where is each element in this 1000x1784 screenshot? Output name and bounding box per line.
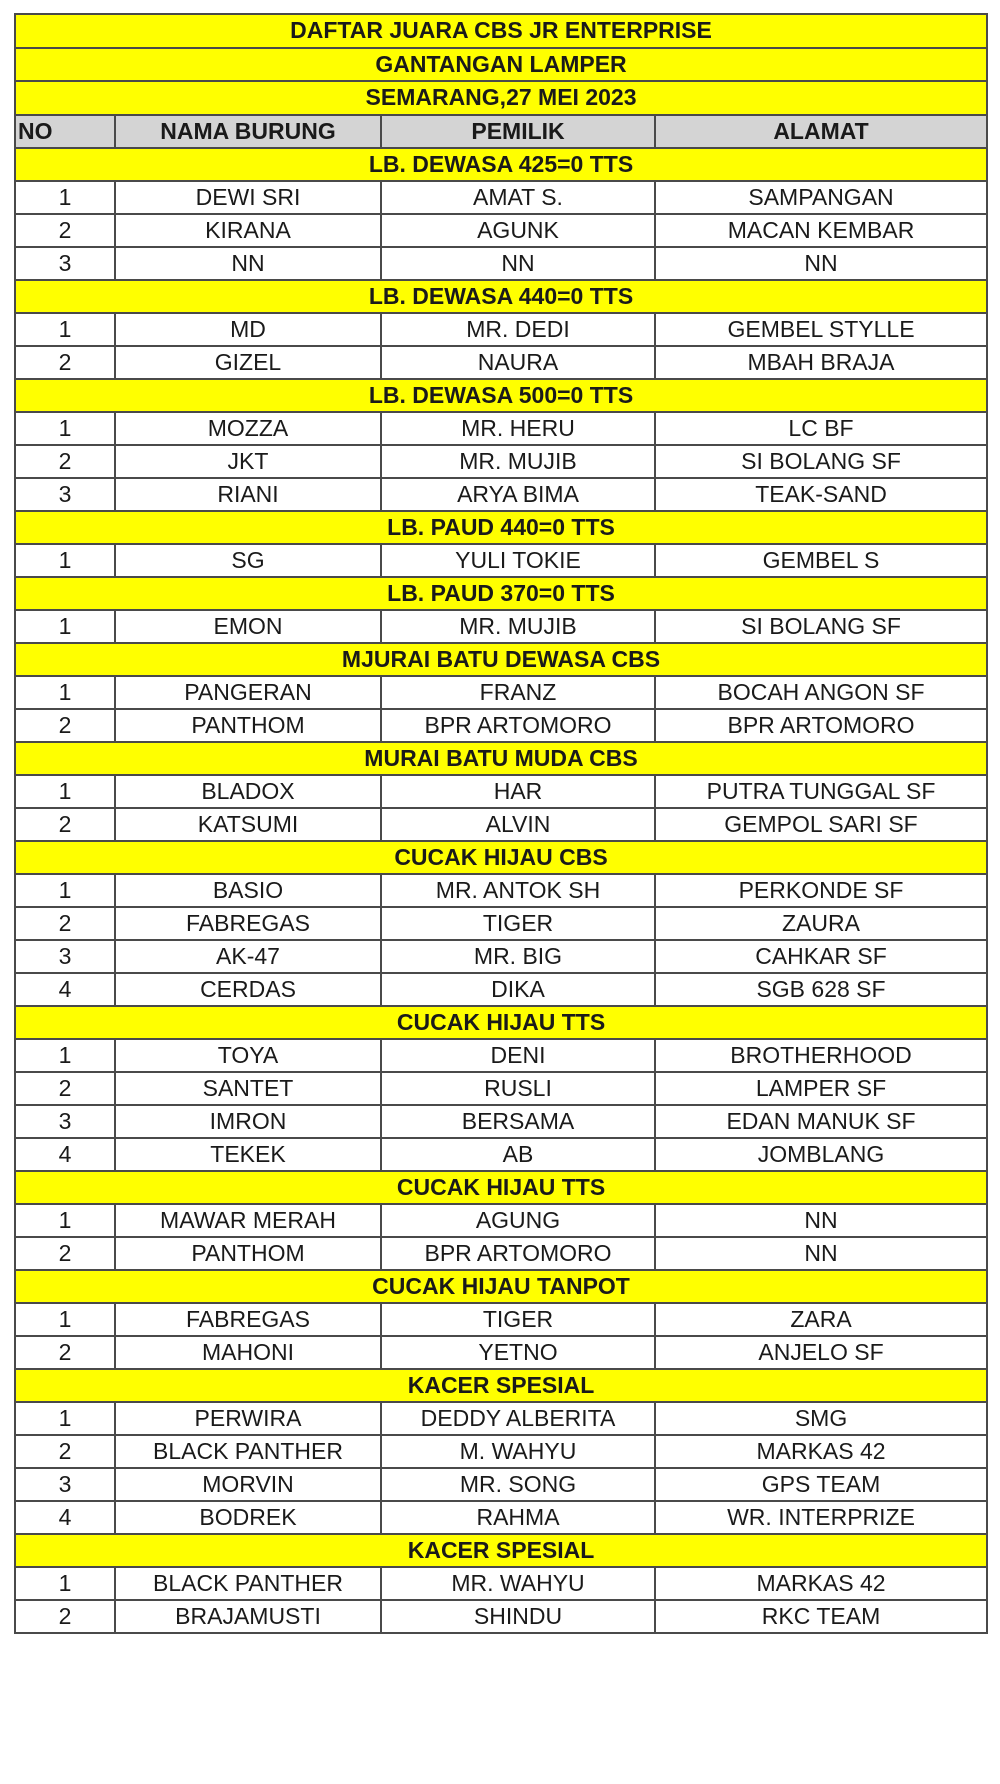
owner-cell: BPR ARTOMORO: [381, 1237, 655, 1270]
bird-name-cell: PANTHOM: [115, 709, 381, 742]
bird-name-cell: PERWIRA: [115, 1402, 381, 1435]
section-title: KACER SPESIAL: [15, 1534, 987, 1567]
address-cell: WR. INTERPRIZE: [655, 1501, 987, 1534]
owner-cell: MR. MUJIB: [381, 610, 655, 643]
table-row: [15, 1336, 987, 1369]
rank-cell: 2: [15, 1435, 115, 1468]
table-row: [15, 412, 987, 445]
bird-name-cell: GIZEL: [115, 346, 381, 379]
bird-name-cell: KATSUMI: [115, 808, 381, 841]
owner-cell: HAR: [381, 775, 655, 808]
table-row: [15, 1402, 987, 1435]
rank-cell: 1: [15, 610, 115, 643]
section-header-row: [15, 511, 987, 544]
table-row: [15, 247, 987, 280]
table-row: [15, 808, 987, 841]
table-row: [15, 445, 987, 478]
address-cell: GEMBEL STYLLE: [655, 313, 987, 346]
column-header-owner: PEMILIK: [381, 115, 655, 148]
address-cell: BROTHERHOOD: [655, 1039, 987, 1072]
table-row: [15, 874, 987, 907]
address-cell: LAMPER SF: [655, 1072, 987, 1105]
address-cell: GPS TEAM: [655, 1468, 987, 1501]
section-header-row: [15, 577, 987, 610]
owner-cell: NAURA: [381, 346, 655, 379]
owner-cell: FRANZ: [381, 676, 655, 709]
section-title: KACER SPESIAL: [15, 1369, 987, 1402]
rank-cell: 2: [15, 1072, 115, 1105]
rank-cell: 1: [15, 676, 115, 709]
table-row: [15, 907, 987, 940]
bird-name-cell: TOYA: [115, 1039, 381, 1072]
address-cell: SAMPANGAN: [655, 181, 987, 214]
address-cell: MARKAS 42: [655, 1567, 987, 1600]
bird-name-cell: EMON: [115, 610, 381, 643]
table-row: [15, 1435, 987, 1468]
section-title: CUCAK HIJAU TTS: [15, 1171, 987, 1204]
table-row: [15, 544, 987, 577]
owner-cell: AGUNK: [381, 214, 655, 247]
rank-cell: 1: [15, 1567, 115, 1600]
section-title: LB. DEWASA 425=0 TTS: [15, 148, 987, 181]
address-cell: CAHKAR SF: [655, 940, 987, 973]
owner-cell: SHINDU: [381, 1600, 655, 1633]
table-row: [15, 973, 987, 1006]
rank-cell: 1: [15, 874, 115, 907]
address-cell: SGB 628 SF: [655, 973, 987, 1006]
owner-cell: TIGER: [381, 1303, 655, 1336]
owner-cell: MR. SONG: [381, 1468, 655, 1501]
place-date: SEMARANG,27 MEI 2023: [15, 81, 987, 115]
owner-cell: MR. DEDI: [381, 313, 655, 346]
title-row: [15, 14, 987, 48]
rank-cell: 2: [15, 808, 115, 841]
rank-cell: 4: [15, 1501, 115, 1534]
column-header-no: NO: [15, 115, 115, 148]
owner-cell: ALVIN: [381, 808, 655, 841]
owner-cell: MR. BIG: [381, 940, 655, 973]
bird-name-cell: BRAJAMUSTI: [115, 1600, 381, 1633]
section-header-row: [15, 280, 987, 313]
address-cell: MACAN KEMBAR: [655, 214, 987, 247]
owner-cell: AMAT S.: [381, 181, 655, 214]
table-row: [15, 1567, 987, 1600]
section-header-row: [15, 742, 987, 775]
table-row: [15, 1039, 987, 1072]
bird-name-cell: SG: [115, 544, 381, 577]
table-row: [15, 478, 987, 511]
rank-cell: 2: [15, 1336, 115, 1369]
table-row: [15, 214, 987, 247]
rank-cell: 2: [15, 346, 115, 379]
owner-cell: RUSLI: [381, 1072, 655, 1105]
bird-name-cell: BLADOX: [115, 775, 381, 808]
address-cell: TEAK-SAND: [655, 478, 987, 511]
owner-cell: BERSAMA: [381, 1105, 655, 1138]
address-cell: BOCAH ANGON SF: [655, 676, 987, 709]
owner-cell: DEDDY ALBERITA: [381, 1402, 655, 1435]
rank-cell: 2: [15, 1600, 115, 1633]
rank-cell: 1: [15, 313, 115, 346]
table-row: [15, 1138, 987, 1171]
section-header-row: [15, 1369, 987, 1402]
section-header-row: [15, 841, 987, 874]
table-row: [15, 676, 987, 709]
section-header-row: [15, 1534, 987, 1567]
owner-cell: M. WAHYU: [381, 1435, 655, 1468]
bird-name-cell: FABREGAS: [115, 1303, 381, 1336]
owner-cell: YULI TOKIE: [381, 544, 655, 577]
address-cell: LC BF: [655, 412, 987, 445]
section-title: CUCAK HIJAU TTS: [15, 1006, 987, 1039]
column-header-address: ALAMAT: [655, 115, 987, 148]
table-row: [15, 1105, 987, 1138]
bird-name-cell: MAWAR MERAH: [115, 1204, 381, 1237]
section-title: LB. DEWASA 500=0 TTS: [15, 379, 987, 412]
address-cell: NN: [655, 1204, 987, 1237]
section-title: MURAI BATU MUDA CBS: [15, 742, 987, 775]
owner-cell: RAHMA: [381, 1501, 655, 1534]
bird-name-cell: CERDAS: [115, 973, 381, 1006]
rank-cell: 1: [15, 1039, 115, 1072]
document-title: DAFTAR JUARA CBS JR ENTERPRISE: [15, 14, 987, 48]
address-cell: NN: [655, 1237, 987, 1270]
rank-cell: 2: [15, 907, 115, 940]
table-row: [15, 775, 987, 808]
address-cell: GEMPOL SARI SF: [655, 808, 987, 841]
bird-name-cell: KIRANA: [115, 214, 381, 247]
table-row: [15, 1237, 987, 1270]
rank-cell: 1: [15, 412, 115, 445]
table-row: [15, 940, 987, 973]
section-title: CUCAK HIJAU TANPOT: [15, 1270, 987, 1303]
section-header-row: [15, 379, 987, 412]
rank-cell: 3: [15, 247, 115, 280]
bird-name-cell: FABREGAS: [115, 907, 381, 940]
owner-cell: AB: [381, 1138, 655, 1171]
table-row: [15, 313, 987, 346]
owner-cell: MR. HERU: [381, 412, 655, 445]
address-cell: JOMBLANG: [655, 1138, 987, 1171]
table-row: [15, 610, 987, 643]
column-header-row: [15, 115, 987, 148]
bird-name-cell: BASIO: [115, 874, 381, 907]
address-cell: SMG: [655, 1402, 987, 1435]
rank-cell: 2: [15, 214, 115, 247]
address-cell: ANJELO SF: [655, 1336, 987, 1369]
owner-cell: MR. WAHYU: [381, 1567, 655, 1600]
table-row: [15, 1501, 987, 1534]
bird-name-cell: SANTET: [115, 1072, 381, 1105]
section-title: LB. DEWASA 440=0 TTS: [15, 280, 987, 313]
address-cell: ZAURA: [655, 907, 987, 940]
section-title: MJURAI BATU DEWASA CBS: [15, 643, 987, 676]
owner-cell: NN: [381, 247, 655, 280]
table-row: [15, 1468, 987, 1501]
rank-cell: 1: [15, 1204, 115, 1237]
bird-name-cell: MOZZA: [115, 412, 381, 445]
rank-cell: 3: [15, 940, 115, 973]
rank-cell: 1: [15, 1303, 115, 1336]
bird-name-cell: MAHONI: [115, 1336, 381, 1369]
rank-cell: 3: [15, 478, 115, 511]
bird-name-cell: RIANI: [115, 478, 381, 511]
section-header-row: [15, 1171, 987, 1204]
bird-name-cell: AK-47: [115, 940, 381, 973]
section-header-row: [15, 1270, 987, 1303]
owner-cell: YETNO: [381, 1336, 655, 1369]
bird-name-cell: PANTHOM: [115, 1237, 381, 1270]
bird-name-cell: NN: [115, 247, 381, 280]
table-row: [15, 1204, 987, 1237]
bird-name-cell: MD: [115, 313, 381, 346]
address-cell: BPR ARTOMORO: [655, 709, 987, 742]
address-cell: MARKAS 42: [655, 1435, 987, 1468]
address-cell: NN: [655, 247, 987, 280]
owner-cell: DIKA: [381, 973, 655, 1006]
rank-cell: 1: [15, 775, 115, 808]
table-row: [15, 181, 987, 214]
rank-cell: 1: [15, 544, 115, 577]
winners-table: [14, 13, 988, 1634]
column-header-bird: NAMA BURUNG: [115, 115, 381, 148]
date-row: [15, 81, 987, 115]
section-header-row: [15, 148, 987, 181]
owner-cell: ARYA BIMA: [381, 478, 655, 511]
bird-name-cell: IMRON: [115, 1105, 381, 1138]
table-row: [15, 1072, 987, 1105]
section-title: LB. PAUD 370=0 TTS: [15, 577, 987, 610]
rank-cell: 2: [15, 709, 115, 742]
address-cell: PUTRA TUNGGAL SF: [655, 775, 987, 808]
rank-cell: 1: [15, 1402, 115, 1435]
rank-cell: 4: [15, 973, 115, 1006]
venue-title: GANTANGAN LAMPER: [15, 48, 987, 82]
bird-name-cell: TEKEK: [115, 1138, 381, 1171]
bird-name-cell: JKT: [115, 445, 381, 478]
bird-name-cell: BLACK PANTHER: [115, 1567, 381, 1600]
table-row: [15, 1303, 987, 1336]
venue-row: [15, 48, 987, 82]
section-title: CUCAK HIJAU CBS: [15, 841, 987, 874]
rank-cell: 3: [15, 1468, 115, 1501]
address-cell: EDAN MANUK SF: [655, 1105, 987, 1138]
address-cell: ZARA: [655, 1303, 987, 1336]
address-cell: RKC TEAM: [655, 1600, 987, 1633]
rank-cell: 4: [15, 1138, 115, 1171]
section-title: LB. PAUD 440=0 TTS: [15, 511, 987, 544]
section-header-row: [15, 643, 987, 676]
address-cell: SI BOLANG SF: [655, 610, 987, 643]
owner-cell: TIGER: [381, 907, 655, 940]
section-header-row: [15, 1006, 987, 1039]
bird-name-cell: BLACK PANTHER: [115, 1435, 381, 1468]
owner-cell: AGUNG: [381, 1204, 655, 1237]
rank-cell: 1: [15, 181, 115, 214]
table-row: [15, 1600, 987, 1633]
owner-cell: BPR ARTOMORO: [381, 709, 655, 742]
owner-cell: MR. ANTOK SH: [381, 874, 655, 907]
address-cell: SI BOLANG SF: [655, 445, 987, 478]
rank-cell: 3: [15, 1105, 115, 1138]
bird-name-cell: PANGERAN: [115, 676, 381, 709]
address-cell: PERKONDE SF: [655, 874, 987, 907]
bird-name-cell: DEWI SRI: [115, 181, 381, 214]
table-row: [15, 346, 987, 379]
address-cell: MBAH BRAJA: [655, 346, 987, 379]
bird-name-cell: MORVIN: [115, 1468, 381, 1501]
rank-cell: 2: [15, 1237, 115, 1270]
table-row: [15, 709, 987, 742]
owner-cell: MR. MUJIB: [381, 445, 655, 478]
rank-cell: 2: [15, 445, 115, 478]
owner-cell: DENI: [381, 1039, 655, 1072]
bird-name-cell: BODREK: [115, 1501, 381, 1534]
address-cell: GEMBEL S: [655, 544, 987, 577]
